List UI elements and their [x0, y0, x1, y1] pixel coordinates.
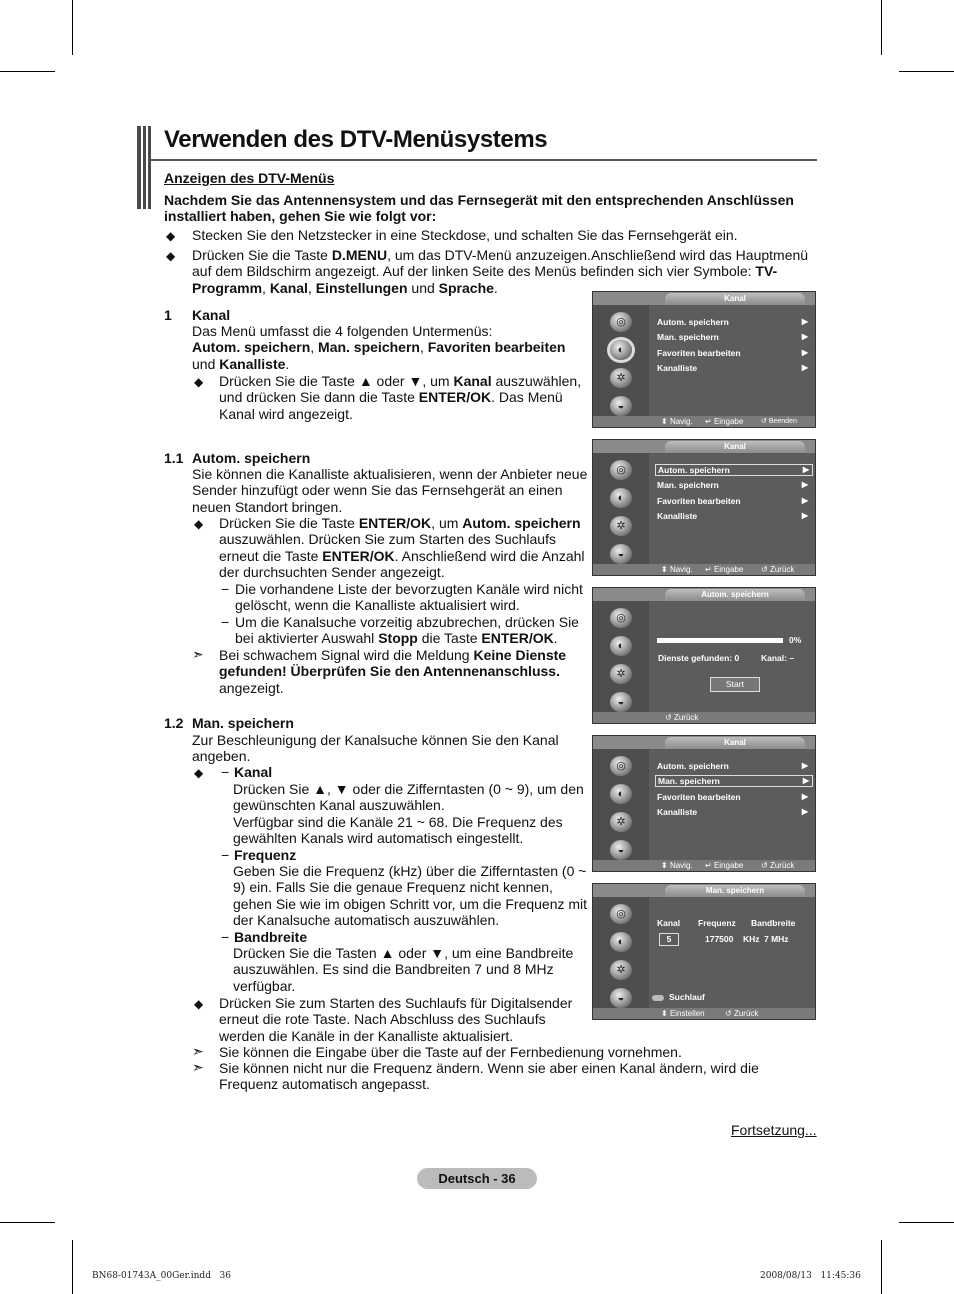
section-11-text: Sie können die Kanalliste aktualisieren, wenn der Anbieter neue Sender hinzufügt oder wenn Sie das Fernsehgerät an einen neuen Standort bringen.	[192, 466, 588, 515]
section-number: 1	[164, 307, 172, 323]
gear-icon: ✲	[610, 960, 632, 980]
bullet-diamond: ◆	[166, 229, 176, 243]
kanal-icon: ◐	[610, 784, 632, 804]
kanal-heading: Kanal	[234, 764, 273, 780]
sprache-icon: ◒	[610, 988, 632, 1008]
frequenz-text: Geben Sie die Frequenz (kHz) über die Zifferntasten (0 ~ 9) ein. Falls Sie die genaue Frequenz nicht kennen, gehen Sie wie im obigen Schritt vor, um die Frequenz mit der Kanalsuche automatisch auszuwählen.	[233, 863, 588, 929]
menu-item[interactable]: Kanalliste ▶	[657, 363, 808, 373]
crop-mark	[899, 1222, 954, 1223]
bullet-diamond: ◆	[166, 249, 176, 263]
gear-icon: ✲	[610, 664, 632, 684]
crop-mark	[0, 71, 55, 72]
menu-item[interactable]: Autom. speichern ▶	[657, 317, 808, 327]
gear-icon: ✲	[610, 368, 632, 388]
frequenz-unit: KHz	[743, 934, 760, 944]
section-12-bullet: Drücken Sie zum Starten des Suchlaufs für Digitalsender erneut die rote Taste. Nach Abschluss des Suchlaufs werden die Kanäle in der Kanalliste aktualisiert.	[219, 995, 573, 1044]
dash-mark: −	[221, 581, 230, 597]
crop-mark	[72, 0, 73, 55]
tv-menu-kanal-3: Kanal ◎ ◐ ✲ ◒ Autom. speichern ▶ Man. speichern ▶ Favoriten bearbeiten ▶ Kanalliste ▶ ⬍ Navig. ↵ Eingabe ↺ Zurück	[592, 735, 816, 872]
sprache-icon: ◒	[610, 692, 632, 712]
section-11-bullet: Drücken Sie die Taste ENTER/OK, um Autom. speichern auszuwählen. Drücken Sie zum Starten des Suchlaufs erneut die Taste ENTER/OK. Anschließend wird die Anzahl der durchsuchten Sender angezeigt.	[219, 515, 585, 581]
crop-mark	[881, 0, 882, 55]
progress-bar	[657, 638, 783, 643]
title-rule	[150, 159, 817, 161]
kanal-text-2: Verfügbar sind die Kanäle 21 ~ 68. Die Frequenz des gewählten Kanals wird automatisch eingestellt.	[233, 814, 563, 847]
sprache-icon: ◒	[610, 396, 632, 416]
sprache-icon: ◒	[610, 840, 632, 860]
section-12-heading: Man. speichern	[192, 715, 294, 731]
note-arrow-icon: ➣	[192, 1043, 204, 1059]
tv-programm-icon: ◎	[610, 460, 632, 480]
menu-item-selected[interactable]: Man. speichern ▶	[655, 775, 813, 787]
note-arrow-icon: ➣	[192, 1059, 204, 1075]
section-11-dash-1: Die vorhandene Liste der bevorzugten Kanäle wird nicht gelöscht, wenn die Kanalliste aktualisiert wird.	[235, 581, 583, 614]
gear-icon: ✲	[610, 812, 632, 832]
menu-item[interactable]: Autom. speichern ▶	[657, 761, 808, 771]
tv-menu-kanal-1: Kanal ◎ ◐ ✲ ◒ Autom. speichern ▶ Man. speichern ▶ Favoriten bearbeiten ▶ Kanalliste ▶ ⬍ Navig. ↵ Eingabe ↺ Beenden	[592, 291, 816, 428]
red-button-icon	[652, 995, 664, 1001]
menu-item[interactable]: Favoriten bearbeiten ▶	[657, 496, 808, 506]
section-12-note-2: Sie können nicht nur die Frequenz ändern. Wenn sie aber einen Kanal ändern, wird die Frequenz automatisch angepasst.	[219, 1060, 759, 1093]
progress-value: 0%	[789, 635, 802, 645]
tv-programm-icon: ◎	[610, 756, 632, 776]
menu-item[interactable]: Favoriten bearbeiten ▶	[657, 348, 808, 358]
crop-mark	[899, 71, 954, 72]
kanal-icon: ◐	[610, 932, 632, 952]
gear-icon: ✲	[610, 516, 632, 536]
bullet-diamond: ◆	[194, 375, 204, 389]
continued-link[interactable]: Fortsetzung...	[731, 1122, 817, 1138]
tv-menu-man-speichern: Man. speichern ◎ ◐ ✲ ◒ Kanal Frequenz Bandbreite 5 177500 KHz 7 MHz Suchlauf ⬍ Einstellen ↺ Zurück	[592, 883, 816, 1020]
bullet-2: Drücken Sie die Taste D.MENU, um das DTV-Menü anzuzeigen.Anschließend wird das Hauptmenü auf dem Bildschirm angezeigt. Auf der linken Seite des Menüs befinden sich vier Symbole: TV-Programm, Kanal, Einstellungen und Sprache.	[192, 247, 809, 296]
footer-date: 2008/08/13 11:45:36	[760, 1271, 861, 1281]
col-bandbreite: Bandbreite	[751, 918, 796, 928]
note-arrow-icon: ➣	[192, 646, 204, 662]
crop-mark	[72, 1240, 73, 1294]
menu-item-selected[interactable]: Autom. speichern ▶	[655, 464, 813, 476]
section-heading: Anzeigen des DTV-Menüs	[164, 170, 335, 186]
tv-menu-autom-speichern: Autom. speichern ◎ ◐ ✲ ◒ 0% Dienste gefunden: 0 Kanal: – Start ↺ Zurück	[592, 587, 816, 724]
dash-mark: −	[221, 614, 230, 630]
tv-menu-kanal-2: Kanal ◎ ◐ ✲ ◒ Autom. speichern ▶ Man. speichern ▶ Favoriten bearbeiten ▶ Kanalliste ▶ ⬍ Navig. ↵ Eingabe ↺ Zurück	[592, 439, 816, 576]
frequenz-heading: Frequenz	[234, 847, 297, 863]
page-number: Deutsch - 36	[417, 1168, 537, 1189]
kanal-text-1: Drücken Sie ▲, ▼ oder die Zifferntasten (0 ~ 9), um den gewünschten Kanal auszuwählen.	[233, 781, 584, 814]
bullet-diamond: ◆	[194, 766, 204, 780]
bandbreite-value[interactable]: 7 MHz	[764, 934, 789, 944]
section-12-text: Zur Beschleunigung der Kanalsuche können Sie den Kanal angeben.	[192, 732, 559, 765]
section-number: 1.1	[164, 450, 184, 466]
dash-mark: −	[221, 929, 230, 945]
section-11-heading: Autom. speichern	[192, 450, 311, 466]
tv-programm-icon: ◎	[610, 904, 632, 924]
section-11-note: Bei schwachem Signal wird die Meldung Keine Dienste gefunden! Überprüfen Sie den Antennenanschluss. angezeigt.	[219, 647, 567, 696]
section-12-note-1: Sie können die Eingabe über die Taste auf der Fernbedienung vornehmen.	[219, 1044, 682, 1060]
menu-item[interactable]: Kanalliste ▶	[657, 807, 808, 817]
footer-file: BN68-01743A_00Ger.indd 36	[92, 1271, 231, 1281]
crop-mark	[0, 1222, 55, 1223]
crop-mark	[881, 1240, 882, 1294]
col-kanal: Kanal	[657, 918, 681, 928]
tv-programm-icon: ◎	[610, 312, 632, 332]
menu-item[interactable]: Man. speichern ▶	[657, 480, 808, 490]
bullet-diamond: ◆	[194, 997, 204, 1011]
section-1-bullet: Drücken Sie die Taste ▲ oder ▼, um Kanal auszuwählen, und drücken Sie dann die Taste ENTER/OK. Das Menü Kanal wird angezeigt.	[219, 373, 582, 422]
menu-item[interactable]: Favoriten bearbeiten ▶	[657, 792, 808, 802]
kanal-input[interactable]: 5	[659, 933, 679, 946]
bullet-1: Stecken Sie den Netzstecker in eine Steckdose, und schalten Sie das Fernsehgerät ein.	[192, 227, 738, 243]
tv-programm-icon: ◎	[610, 608, 632, 628]
suchlauf-label[interactable]: Suchlauf	[669, 992, 705, 1002]
kanal-icon: ◐	[610, 636, 632, 656]
intro-text: Nachdem Sie das Antennensystem und das Fernsegerät mit den entsprechenden Anschlüssen installiert haben, gehen Sie wie folgt vor:	[164, 192, 794, 224]
kanal-icon: ◐	[610, 340, 632, 360]
bullet-diamond: ◆	[194, 517, 204, 531]
kanal-status: Kanal: –	[761, 653, 795, 663]
section-11-dash-2: Um die Kanalsuche vorzeitig abzubrechen, drücken Sie bei aktivierter Auswahl Stopp die Taste ENTER/OK.	[235, 614, 579, 647]
menu-item[interactable]: Man. speichern ▶	[657, 332, 808, 342]
col-frequenz: Frequenz	[698, 918, 736, 928]
start-button[interactable]: Start	[710, 677, 760, 692]
page-title: Verwenden des DTV-Menüsystems	[164, 126, 548, 153]
section-number: 1.2	[164, 715, 184, 731]
frequenz-value[interactable]: 177500	[705, 934, 734, 944]
section-1-text: Das Menü umfasst die 4 folgenden Untermenüs: Autom. speichern, Man. speichern, Favoriten bearbeiten und Kanalliste.	[192, 323, 566, 372]
bandbreite-text: Drücken Sie die Tasten ▲ oder ▼, um eine Bandbreite auszuwählen. Es sind die Bandbreiten 7 und 8 MHz verfügbar.	[233, 945, 574, 994]
dienste-count: Dienste gefunden: 0	[658, 653, 740, 663]
kanal-icon: ◐	[610, 488, 632, 508]
sprache-icon: ◒	[610, 544, 632, 564]
section-1-heading: Kanal	[192, 307, 231, 323]
bandbreite-heading: Bandbreite	[234, 929, 308, 945]
dash-mark: −	[221, 847, 230, 863]
menu-item[interactable]: Kanalliste ▶	[657, 511, 808, 521]
dash-mark: −	[221, 764, 230, 780]
